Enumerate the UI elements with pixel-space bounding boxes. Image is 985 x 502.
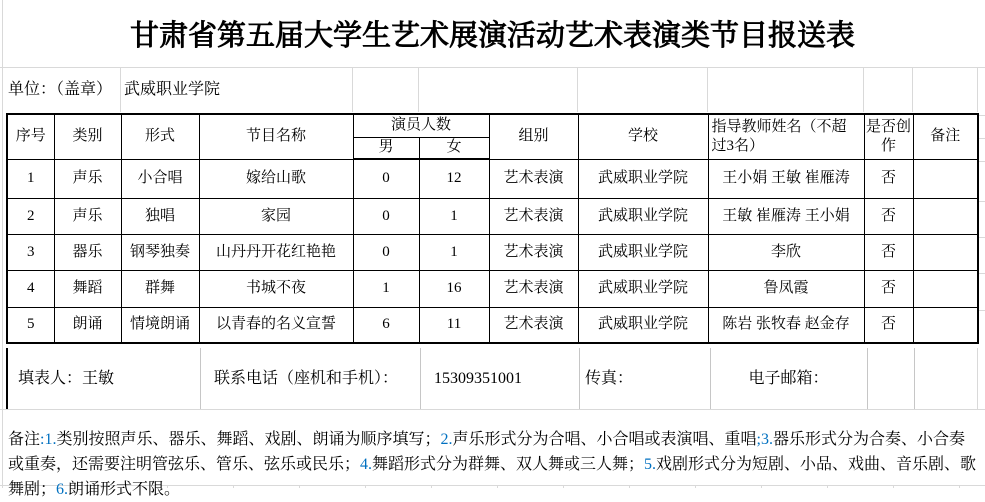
cell-program: 以青春的名义宣誓 bbox=[199, 307, 353, 343]
cell-male: 6 bbox=[353, 307, 419, 343]
cell-male: 0 bbox=[353, 198, 419, 234]
note-number: ;3. bbox=[756, 431, 773, 448]
note-segment: 类别按照声乐、器乐、舞蹈、戏剧、朗诵为顺序填写； bbox=[56, 431, 441, 448]
cell-school: 武威职业学院 bbox=[578, 234, 708, 270]
cell-teachers: 陈岩 张牧春 赵金存 bbox=[708, 307, 864, 343]
header-category: 类别 bbox=[54, 114, 121, 159]
note-segment: 戏剧形式分为短剧、小品、戏曲、音乐剧、歌舞剧； bbox=[8, 456, 977, 498]
page-title: 甘肃省第五届大学生艺术展演活动艺术表演类节目报送表 bbox=[129, 20, 855, 52]
cell-female: 1 bbox=[419, 234, 489, 270]
cell-school: 武威职业学院 bbox=[578, 270, 708, 307]
cell-remarks bbox=[913, 307, 978, 343]
cell-category: 朗诵 bbox=[54, 307, 121, 343]
cell-group: 艺术表演 bbox=[489, 307, 578, 343]
filler-cell bbox=[8, 348, 201, 409]
cell-seq: 1 bbox=[7, 159, 54, 198]
cell-remarks bbox=[913, 198, 978, 234]
cell-form: 群舞 bbox=[121, 270, 199, 307]
cell-school: 武威职业学院 bbox=[578, 307, 708, 343]
cell-form: 小合唱 bbox=[121, 159, 199, 198]
cell-group: 艺术表演 bbox=[489, 159, 578, 198]
cell-teachers: 王小娟 王敏 崔雁涛 bbox=[708, 159, 864, 198]
cell-remarks bbox=[913, 270, 978, 307]
empty-cell bbox=[867, 348, 915, 409]
header-school: 学校 bbox=[578, 114, 708, 159]
cell-original: 否 bbox=[864, 307, 913, 343]
cell-category: 器乐 bbox=[54, 234, 121, 270]
contact-row bbox=[6, 348, 979, 409]
cell-category: 声乐 bbox=[54, 159, 121, 198]
cell-group: 艺术表演 bbox=[489, 198, 578, 234]
cell-form: 情境朗诵 bbox=[121, 307, 199, 343]
cell-category: 舞蹈 bbox=[54, 270, 121, 307]
note-number: 5. bbox=[644, 456, 657, 473]
cell-female: 1 bbox=[419, 198, 489, 234]
cell-school: 武威职业学院 bbox=[578, 198, 708, 234]
cell-program: 嫁给山歌 bbox=[199, 159, 353, 198]
cell-teachers: 王敏 崔雁涛 王小娟 bbox=[708, 198, 864, 234]
cell-female: 12 bbox=[419, 159, 489, 198]
unit-value: 武威职业学院 bbox=[124, 81, 221, 98]
cell-seq: 2 bbox=[7, 198, 54, 234]
header-original: 是否创作 bbox=[864, 114, 913, 159]
unit-row bbox=[0, 67, 985, 112]
header-remarks: 备注 bbox=[913, 114, 978, 159]
table-row bbox=[7, 234, 978, 270]
header-program: 节目名称 bbox=[199, 114, 353, 159]
cell-remarks bbox=[913, 234, 978, 270]
note-segment: 朗诵形式不限。 bbox=[68, 481, 181, 498]
cell-original: 否 bbox=[864, 234, 913, 270]
filler-name: 填表人：王敏 bbox=[18, 370, 115, 387]
note-segment: 声乐形式分为合唱、小合唱或表演唱、重唱 bbox=[452, 431, 757, 448]
cell-seq: 5 bbox=[7, 307, 54, 343]
notes bbox=[8, 427, 978, 502]
cell-male: 1 bbox=[353, 270, 419, 307]
cell-female: 11 bbox=[419, 307, 489, 343]
note-number: 4. bbox=[360, 456, 373, 473]
cell-program: 山丹丹开花红艳艳 bbox=[199, 234, 353, 270]
email-label: 电子邮箱： bbox=[748, 370, 829, 387]
note-segment: 舞蹈形式分为群舞、双人舞或三人舞； bbox=[372, 456, 645, 473]
phone-label-cell bbox=[200, 348, 421, 409]
cell-category: 声乐 bbox=[54, 198, 121, 234]
fax-label: 传真： bbox=[585, 370, 634, 387]
phone-label: 联系电话（座机和手机）： bbox=[214, 370, 399, 387]
email-cell bbox=[710, 348, 868, 409]
table-row bbox=[7, 270, 978, 307]
header-form: 形式 bbox=[121, 114, 199, 159]
submission-table bbox=[6, 113, 979, 344]
cell-remarks bbox=[913, 159, 978, 198]
cell-school: 武威职业学院 bbox=[578, 159, 708, 198]
header-female: 女 bbox=[419, 137, 489, 159]
table-row bbox=[7, 159, 978, 198]
header-male: 男 bbox=[353, 137, 419, 159]
cell-group: 艺术表演 bbox=[489, 234, 578, 270]
cell-program: 书城不夜 bbox=[199, 270, 353, 307]
cell-male: 0 bbox=[353, 234, 419, 270]
cell-teachers: 鲁凤霞 bbox=[708, 270, 864, 307]
cell-group: 艺术表演 bbox=[489, 270, 578, 307]
cell-program: 家园 bbox=[199, 198, 353, 234]
fax-cell bbox=[579, 348, 711, 409]
note-number: :1. bbox=[40, 431, 57, 448]
cell-teachers: 李欣 bbox=[708, 234, 864, 270]
cell-form: 独唱 bbox=[121, 198, 199, 234]
note-number: 2. bbox=[440, 431, 453, 448]
cell-original: 否 bbox=[864, 159, 913, 198]
cell-original: 否 bbox=[864, 198, 913, 234]
header-performers: 演员人数 bbox=[353, 114, 489, 137]
cell-seq: 3 bbox=[7, 234, 54, 270]
cell-female: 16 bbox=[419, 270, 489, 307]
cell-seq: 4 bbox=[7, 270, 54, 307]
note-number: 6. bbox=[56, 481, 69, 498]
cell-male: 0 bbox=[353, 159, 419, 198]
header-teachers: 指导教师姓名（不超过3名） bbox=[708, 114, 864, 159]
header-seq: 序号 bbox=[7, 114, 54, 159]
cell-original: 否 bbox=[864, 270, 913, 307]
phone-number: 15309351001 bbox=[434, 370, 522, 387]
header-group: 组别 bbox=[489, 114, 578, 159]
empty-cell bbox=[914, 348, 979, 409]
table-row bbox=[7, 198, 978, 234]
table-row bbox=[7, 307, 978, 343]
phone-value-cell bbox=[420, 348, 580, 409]
unit-label: 单位：（盖章） bbox=[8, 81, 113, 98]
cell-form: 钢琴独奏 bbox=[121, 234, 199, 270]
note-segment: 器乐形式分为合奏、小合奏或重奏，还需要注明管弦乐、管乐、弦乐或民乐； bbox=[8, 431, 965, 473]
note-segment: 备注 bbox=[8, 431, 41, 448]
